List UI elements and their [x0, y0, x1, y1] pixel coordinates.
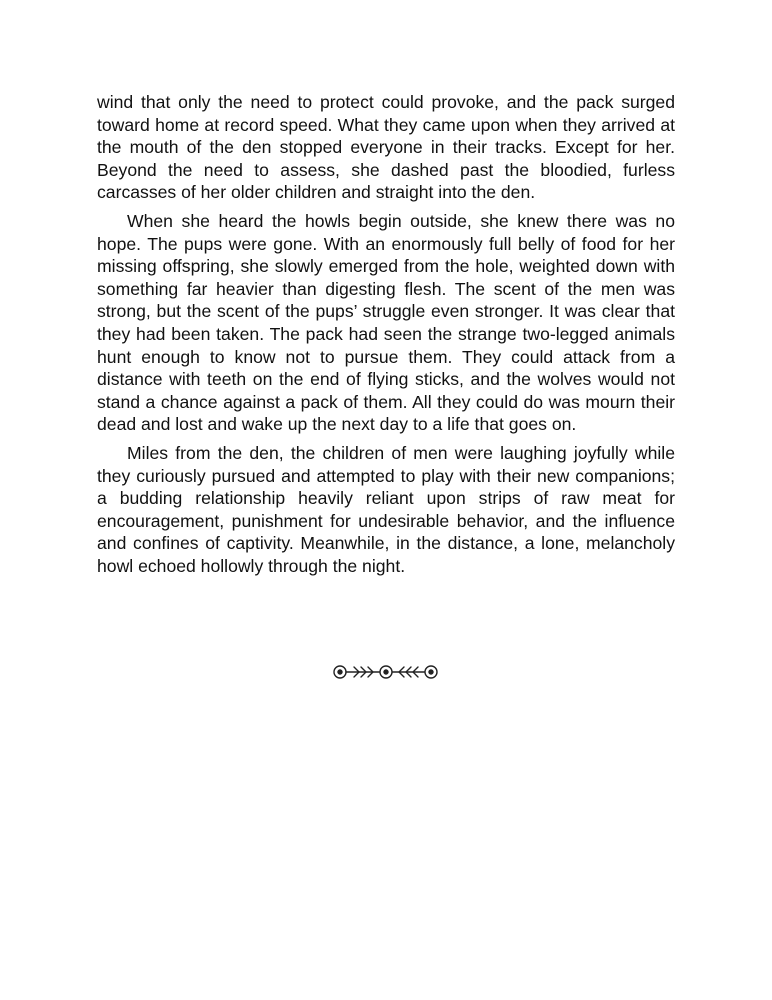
scene-break-ornament-icon	[330, 661, 442, 683]
paragraph: Miles from the den, the children of men were laughing joyfully while they curiously pursued and attempted to play with their new companions; a budding relationship heavily reliant upon strips of raw meat for encouragement, punishment for undesirable behavior, and the influence and confines of captivity. Meanwhile, in the distance, a lone, melancholy howl echoed hollowly through the night.	[97, 442, 675, 576]
paragraph: When she heard the howls begin outside, she knew there was no hope. The pups were gone. With an enormously full belly of food for her missing offspring, she slowly emerged from the hole, weighted down with something far heavier than digesting flesh. The scent of the men was strong, but the scent of the pups’ struggle even stronger. It was clear that they had been taken. The pack had seen the strange two-legged animals hunt enough to know not to pursue them. They could attack from a distance with teeth on the end of flying sticks, and the wolves would not stand a chance against a pack of them. All they could do was mourn their dead and lost and wake up the next day to a life that goes on.	[97, 210, 675, 435]
paragraph-continued: wind that only the need to protect could provoke, and the pack surged toward home at record speed. What they came upon when they arrived at the mouth of the den stopped everyone in their tracks. Except for her. Beyond the need to assess, she dashed past the bloodied, furless carcasses of her older children and straight into the den.	[97, 92, 675, 203]
body-text	[97, 91, 675, 583]
